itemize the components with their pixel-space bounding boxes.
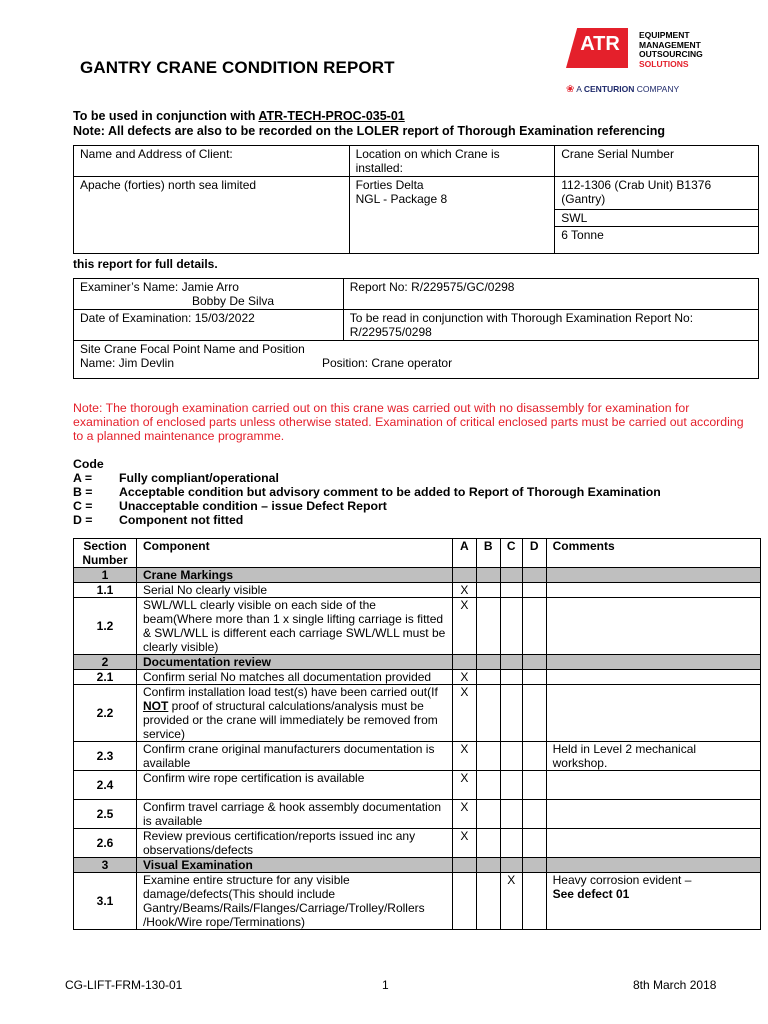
item-comment (546, 873, 760, 930)
report-number: Report No: R/229575/GC/0298 (343, 279, 758, 310)
mark-b (476, 742, 500, 771)
item-number: 2.4 (74, 771, 137, 800)
mark-d (522, 771, 546, 800)
footer-form-number: CG-LIFT-FRM-130-01 (65, 978, 183, 992)
item-number: 1.2 (74, 598, 137, 655)
component-emphasis: NOT (142, 699, 169, 713)
table-row (74, 800, 761, 829)
page-title: GANTRY CRANE CONDITION REPORT (80, 58, 395, 77)
section-row (74, 655, 761, 670)
component-text: proof of structural calculations/analysis must be provided or the crane will immediately be removed from service) (142, 699, 438, 741)
section-title: Crane Markings (136, 568, 452, 583)
exam-date: Date of Examination: 15/03/2022 (74, 310, 344, 341)
mark-a: X (452, 742, 476, 771)
swl-label: SWL (555, 210, 759, 227)
item-comment: Held in Level 2 mechanical workshop. (546, 742, 760, 771)
header-comments: Comments (546, 539, 760, 568)
procedure-reference: ATR-TECH-PROC-035-01 (258, 109, 405, 123)
code-item (73, 513, 661, 527)
footer-page-number: 1 (382, 978, 389, 992)
header-section: Section Number (74, 539, 137, 568)
item-component: Confirm wire rope certification is available (136, 771, 452, 800)
examiner-cell (74, 279, 344, 310)
serial-value: 112-1306 (Crab Unit) B1376 (Gantry) (555, 177, 759, 210)
examination-table (73, 278, 759, 379)
item-comment (546, 598, 760, 655)
examiner-name: Examiner’s Name: Jamie Arro (80, 280, 239, 294)
focal-point-cell (74, 341, 759, 379)
mark-d (522, 800, 546, 829)
examiner-name-2: Bobby De Silva (192, 294, 275, 308)
intro-note-continued: this report for full details. (73, 257, 218, 271)
location-value (349, 177, 555, 254)
logo-tagline (639, 31, 703, 69)
mark-b (476, 829, 500, 858)
intro-note: Note: All defects are also to be recorded on the LOLER report of Thorough Examination referencing (73, 123, 665, 138)
mark-b (476, 583, 500, 598)
mark-c (500, 583, 522, 598)
read-with: To be read in conjunction with Thorough Examination Report No: R/229575/0298 (343, 310, 758, 341)
mark-d (522, 829, 546, 858)
component-text: Confirm installation load test(s) have been carried out(If (142, 685, 438, 699)
serial-label: Crane Serial Number (555, 146, 759, 177)
code-item (73, 471, 661, 485)
logo-line: OUTSOURCING (639, 49, 703, 59)
mark-b (476, 598, 500, 655)
header-component: Component (136, 539, 452, 568)
item-component (136, 685, 452, 742)
section-number: 3 (74, 858, 137, 873)
mark-d (522, 873, 546, 930)
logo-line: EQUIPMENT (639, 30, 690, 40)
comment-text: Heavy corrosion evident – (552, 873, 692, 887)
mark-b (476, 771, 500, 800)
mark-b (476, 685, 500, 742)
item-comment (546, 670, 760, 685)
table-row (74, 670, 761, 685)
code-item (73, 485, 661, 499)
mark-d (522, 598, 546, 655)
code-key: D = (73, 513, 93, 527)
defect-reference: See defect 01 (552, 887, 630, 901)
mark-d (522, 583, 546, 598)
table-row (74, 742, 761, 771)
code-text: Fully compliant/operational (119, 471, 279, 485)
item-number: 3.1 (74, 873, 137, 930)
mark-c (500, 800, 522, 829)
header-b: B (476, 539, 500, 568)
location-label: Location on which Crane is installed: (349, 146, 555, 177)
mark-b (476, 670, 500, 685)
code-item (73, 499, 661, 513)
section-number: 2 (74, 655, 137, 670)
item-component: Confirm crane original manufacturers documentation is available (136, 742, 452, 771)
mark-d (522, 670, 546, 685)
location-line: NGL - Package 8 (355, 192, 448, 206)
mark-a: X (452, 670, 476, 685)
intro-prefix: To be used in conjunction with (73, 109, 259, 123)
item-number: 2.1 (74, 670, 137, 685)
code-text: Unacceptable condition – issue Defect Report (119, 499, 387, 513)
header-d: D (522, 539, 546, 568)
mark-c (500, 742, 522, 771)
mark-c (500, 771, 522, 800)
mark-a: X (452, 829, 476, 858)
swl-value: 6 Tonne (555, 227, 759, 254)
mark-a: X (452, 771, 476, 800)
centurion-prefix: A (576, 84, 582, 94)
item-number: 2.5 (74, 800, 137, 829)
mark-c (500, 670, 522, 685)
logo-line: MANAGEMENT (639, 39, 701, 50)
logo-line: SOLUTIONS (639, 58, 689, 69)
item-component: SWL/WLL clearly visible on each side of the beam(Where more than 1 x single lifting carriage is fitted & SWL/WLL is different each carriage SWL/WLL must be clearly visible) (136, 598, 452, 655)
mark-a: X (452, 685, 476, 742)
centurion-name: CENTURION (583, 84, 635, 94)
table-row (74, 685, 761, 742)
mark-a (452, 873, 476, 930)
focal-position: Position: Crane operator (322, 356, 453, 370)
code-legend (73, 457, 661, 527)
code-key: A = (73, 471, 93, 485)
logo-abbrev: ATR (580, 33, 620, 55)
client-table (73, 145, 759, 254)
client-label: Name and Address of Client: (74, 146, 350, 177)
disassembly-note: Note: The thorough examination carried out on this crane was carried out with no disassembly for examination for examination of enclosed parts unless otherwise stated. Examination of critical enclosed parts must be carried out according to a planned maintenance programme. (73, 401, 744, 443)
checklist-table (73, 538, 761, 930)
item-component: Confirm travel carriage & hook assembly documentation is available (136, 800, 452, 829)
mark-c (500, 685, 522, 742)
item-comment (546, 800, 760, 829)
location-line: Forties Delta (355, 178, 424, 192)
mark-d (522, 685, 546, 742)
code-text: Component not fitted (119, 513, 244, 527)
client-value: Apache (forties) north sea limited (74, 177, 350, 254)
centurion-tagline (566, 84, 679, 95)
mark-a: X (452, 583, 476, 598)
item-number: 2.2 (74, 685, 137, 742)
item-comment (546, 685, 760, 742)
section-row (74, 568, 761, 583)
intro-text (73, 109, 665, 138)
item-number: 1.1 (74, 583, 137, 598)
item-component: Examine entire structure for any visible damage/defects(This should include Gantry/Beams/Rails/Flanges/Carriage/Trolley/Rollers /Hook/Wire rope/Terminations) (136, 873, 452, 930)
footer-date: 8th March 2018 (633, 978, 717, 992)
section-row (74, 858, 761, 873)
item-component: Serial No clearly visible (136, 583, 452, 598)
focal-name: Name: Jim Devlin (80, 356, 175, 370)
code-text: Acceptable condition but advisory comment to be added to Report of Thorough Examination (119, 485, 661, 499)
item-comment (546, 771, 760, 800)
code-key: B = (73, 485, 93, 499)
table-row (74, 829, 761, 858)
mark-a: X (452, 598, 476, 655)
table-row (74, 598, 761, 655)
mark-b (476, 873, 500, 930)
item-component: Confirm serial No matches all documentation provided (136, 670, 452, 685)
mark-d (522, 742, 546, 771)
centurion-icon: ❀ (566, 84, 575, 95)
header-c: C (500, 539, 522, 568)
centurion-suffix: COMPANY (636, 84, 680, 94)
section-number: 1 (74, 568, 137, 583)
focal-label: Site Crane Focal Point Name and Position (80, 342, 305, 356)
mark-a: X (452, 800, 476, 829)
item-comment (546, 829, 760, 858)
mark-c (500, 598, 522, 655)
mark-c (500, 829, 522, 858)
table-row (74, 771, 761, 800)
code-key: C = (73, 499, 93, 513)
table-row (74, 873, 761, 930)
code-heading: Code (73, 457, 104, 471)
section-title: Documentation review (136, 655, 452, 670)
mark-c: X (500, 873, 522, 930)
item-number: 2.3 (74, 742, 137, 771)
header-a: A (452, 539, 476, 568)
section-title: Visual Examination (136, 858, 452, 873)
item-component: Review previous certification/reports issued inc any observations/defects (136, 829, 452, 858)
item-number: 2.6 (74, 829, 137, 858)
mark-b (476, 800, 500, 829)
table-row (74, 583, 761, 598)
item-comment (546, 583, 760, 598)
